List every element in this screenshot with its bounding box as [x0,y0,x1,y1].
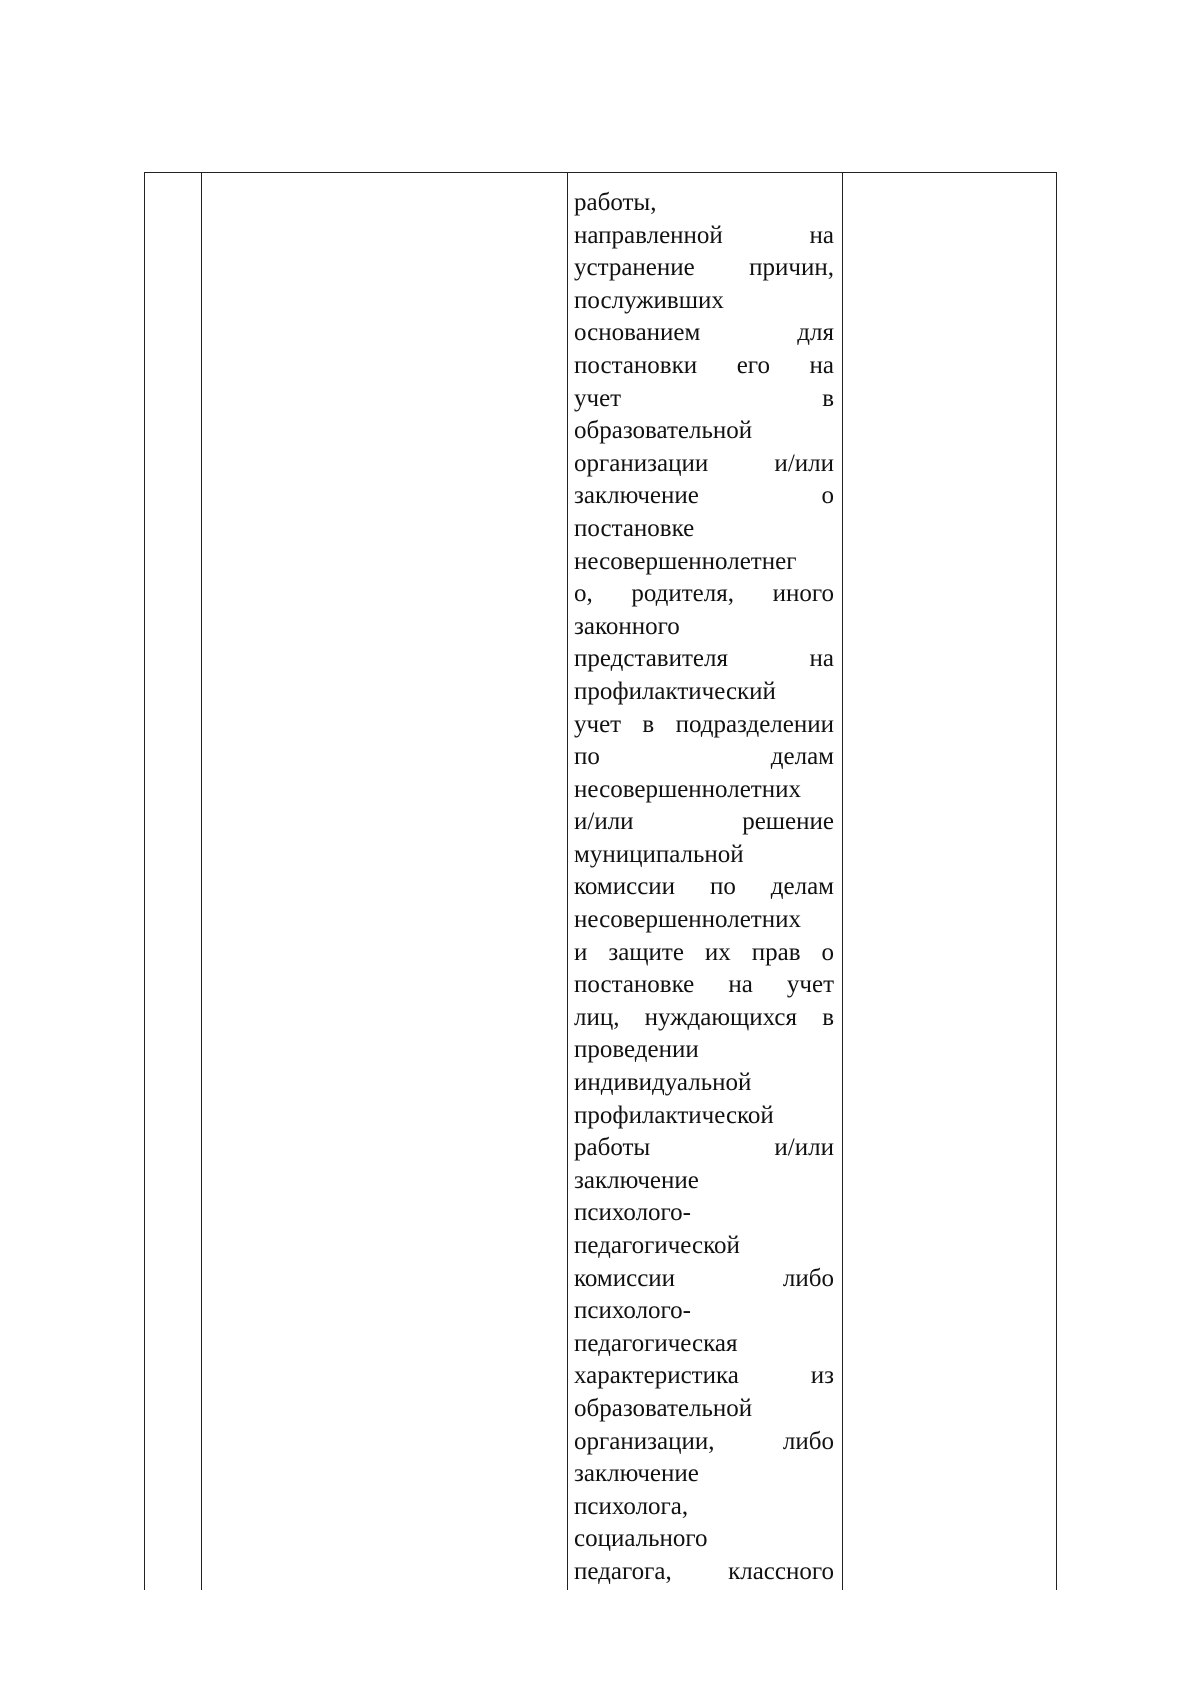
text-line: характеристика из [574,1362,834,1390]
text-line: проведении [574,1036,699,1064]
text-line: психолога, [574,1492,689,1520]
text-line: заключение [574,1460,699,1488]
text-line: социального [574,1525,708,1553]
text-line: заключение [574,1166,699,1194]
text-line: учет в [574,384,834,412]
text-line: муниципальной [574,840,744,868]
text-line: организации и/или [574,449,834,477]
text-line: комиссии либо [574,1264,834,1292]
text-line: о, родителя, иного [574,580,834,608]
text-line: психолого- [574,1297,692,1325]
text-line: по делам [574,743,834,771]
text-line: профилактической [574,1101,774,1129]
text-line: постановке на учет [574,971,834,999]
table-cell-documents [568,173,842,1590]
table-cell-number [145,173,201,1590]
text-line: работы, [574,189,657,216]
text-line: лиц, нуждающихся в [574,1003,834,1031]
text-line: представителя на [574,645,834,673]
text-line: комиссии по делам [574,873,834,901]
text-line: основанием для [574,319,834,347]
text-line: несовершеннолетних [574,775,801,803]
text-line: заключение о [574,482,834,510]
documents-text [574,187,834,1589]
text-line: педагогическая [574,1329,738,1357]
text-line: педагогической [574,1232,740,1259]
text-line: учет в подразделении [574,710,834,738]
text-line: и защите их прав о [574,938,834,966]
table-cell-name [202,173,567,1590]
text-line: педагога, классного [574,1557,834,1585]
text-line: организации, либо [574,1427,834,1455]
text-line: законного [574,612,680,640]
text-line: индивидуальной [574,1069,752,1097]
text-line: постановки его на [574,351,834,379]
requirements-table [144,172,1057,1590]
text-line: профилактический [574,677,776,705]
text-line: направленной на [574,221,834,249]
text-line: психолого- [574,1199,692,1227]
text-line: и/или решение [574,808,834,836]
text-line: работы и/или [574,1134,834,1162]
text-line: несовершеннолетнег [574,547,797,575]
text-line: послуживших [574,286,724,314]
text-line: образовательной [574,1394,753,1422]
text-line: образовательной [574,417,753,445]
table-cell-note [843,173,1056,1590]
text-line: устранение причин, [574,254,834,282]
text-line: несовершеннолетних [574,906,801,934]
text-line: постановке [574,514,695,542]
